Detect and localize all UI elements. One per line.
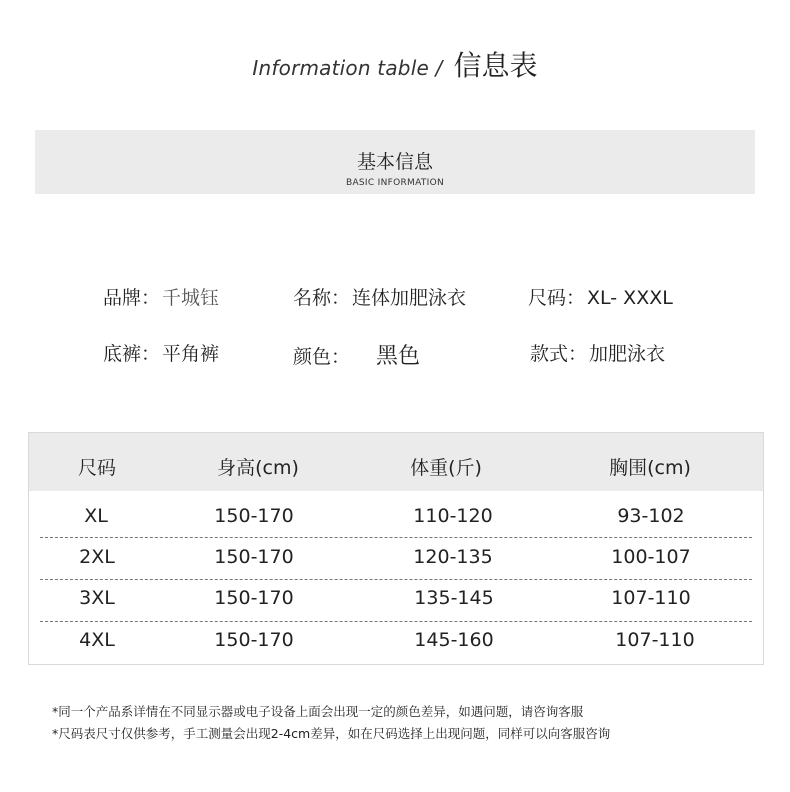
bottom-value: 平角裤 — [162, 343, 220, 365]
cell-height: 150-170 — [214, 587, 294, 609]
size-label: 尺码： — [528, 287, 586, 309]
color-value: 黑色 — [376, 344, 421, 369]
cell-height: 150-170 — [214, 546, 294, 568]
cell-height: 150-170 — [214, 629, 294, 651]
cell-chest: 107-110 — [611, 587, 691, 609]
size-table-header — [29, 433, 763, 491]
cell-chest: 93-102 — [617, 505, 685, 527]
basic-info-banner — [35, 130, 755, 194]
brand-label: 品牌： — [103, 287, 161, 309]
cell-weight: 120-135 — [413, 546, 493, 568]
cell-chest: 107-110 — [615, 629, 695, 651]
size-table — [28, 432, 764, 665]
cell-weight: 145-160 — [414, 629, 494, 651]
header-size: 尺码 — [77, 457, 117, 479]
info-size — [528, 283, 673, 310]
footnote-color: *同一个产品系详情在不同显示器或电子设备上面会出现一定的颜色差异，如遇问题，请咨询客服 — [52, 704, 584, 719]
footnote-size: *尺码表尺寸仅供参考，手工测量会出现2-4cm差异，如在尺码选择上出现问题，同样可以向客服咨询 — [52, 726, 611, 741]
style-value: 加肥泳衣 — [589, 343, 666, 365]
cell-size: 2XL — [79, 546, 115, 568]
cell-size: 4XL — [79, 629, 115, 651]
info-name — [293, 283, 466, 310]
size-value: XL- XXXL — [587, 287, 673, 309]
info-brand — [103, 283, 219, 310]
cell-size: XL — [84, 505, 108, 527]
style-label: 款式： — [530, 343, 588, 365]
basic-info-title: 基本信息 — [356, 151, 433, 173]
header-weight: 体重(斤) — [410, 457, 482, 479]
page-title — [0, 44, 790, 84]
info-style — [530, 339, 665, 366]
brand-value: 千城钰 — [162, 287, 220, 309]
title-chinese: 信息表 — [453, 49, 538, 82]
cell-size: 3XL — [79, 587, 115, 609]
info-color — [293, 339, 420, 370]
header-height: 身高(cm) — [217, 457, 299, 479]
cell-weight: 135-145 — [414, 587, 494, 609]
row-divider — [40, 537, 752, 538]
title-english: Information table / — [252, 56, 443, 80]
basic-info-subtitle: BASIC INFORMATION — [345, 178, 445, 188]
name-value: 连体加肥泳衣 — [352, 287, 467, 309]
info-bottom — [103, 339, 219, 366]
color-label: 颜色： — [293, 346, 351, 368]
cell-weight: 110-120 — [413, 505, 493, 527]
header-chest: 胸围(cm) — [609, 457, 691, 479]
cell-height: 150-170 — [214, 505, 294, 527]
row-divider — [40, 579, 752, 580]
bottom-label: 底裤： — [103, 343, 161, 365]
name-label: 名称： — [293, 287, 351, 309]
cell-chest: 100-107 — [611, 546, 691, 568]
row-divider — [40, 621, 752, 622]
